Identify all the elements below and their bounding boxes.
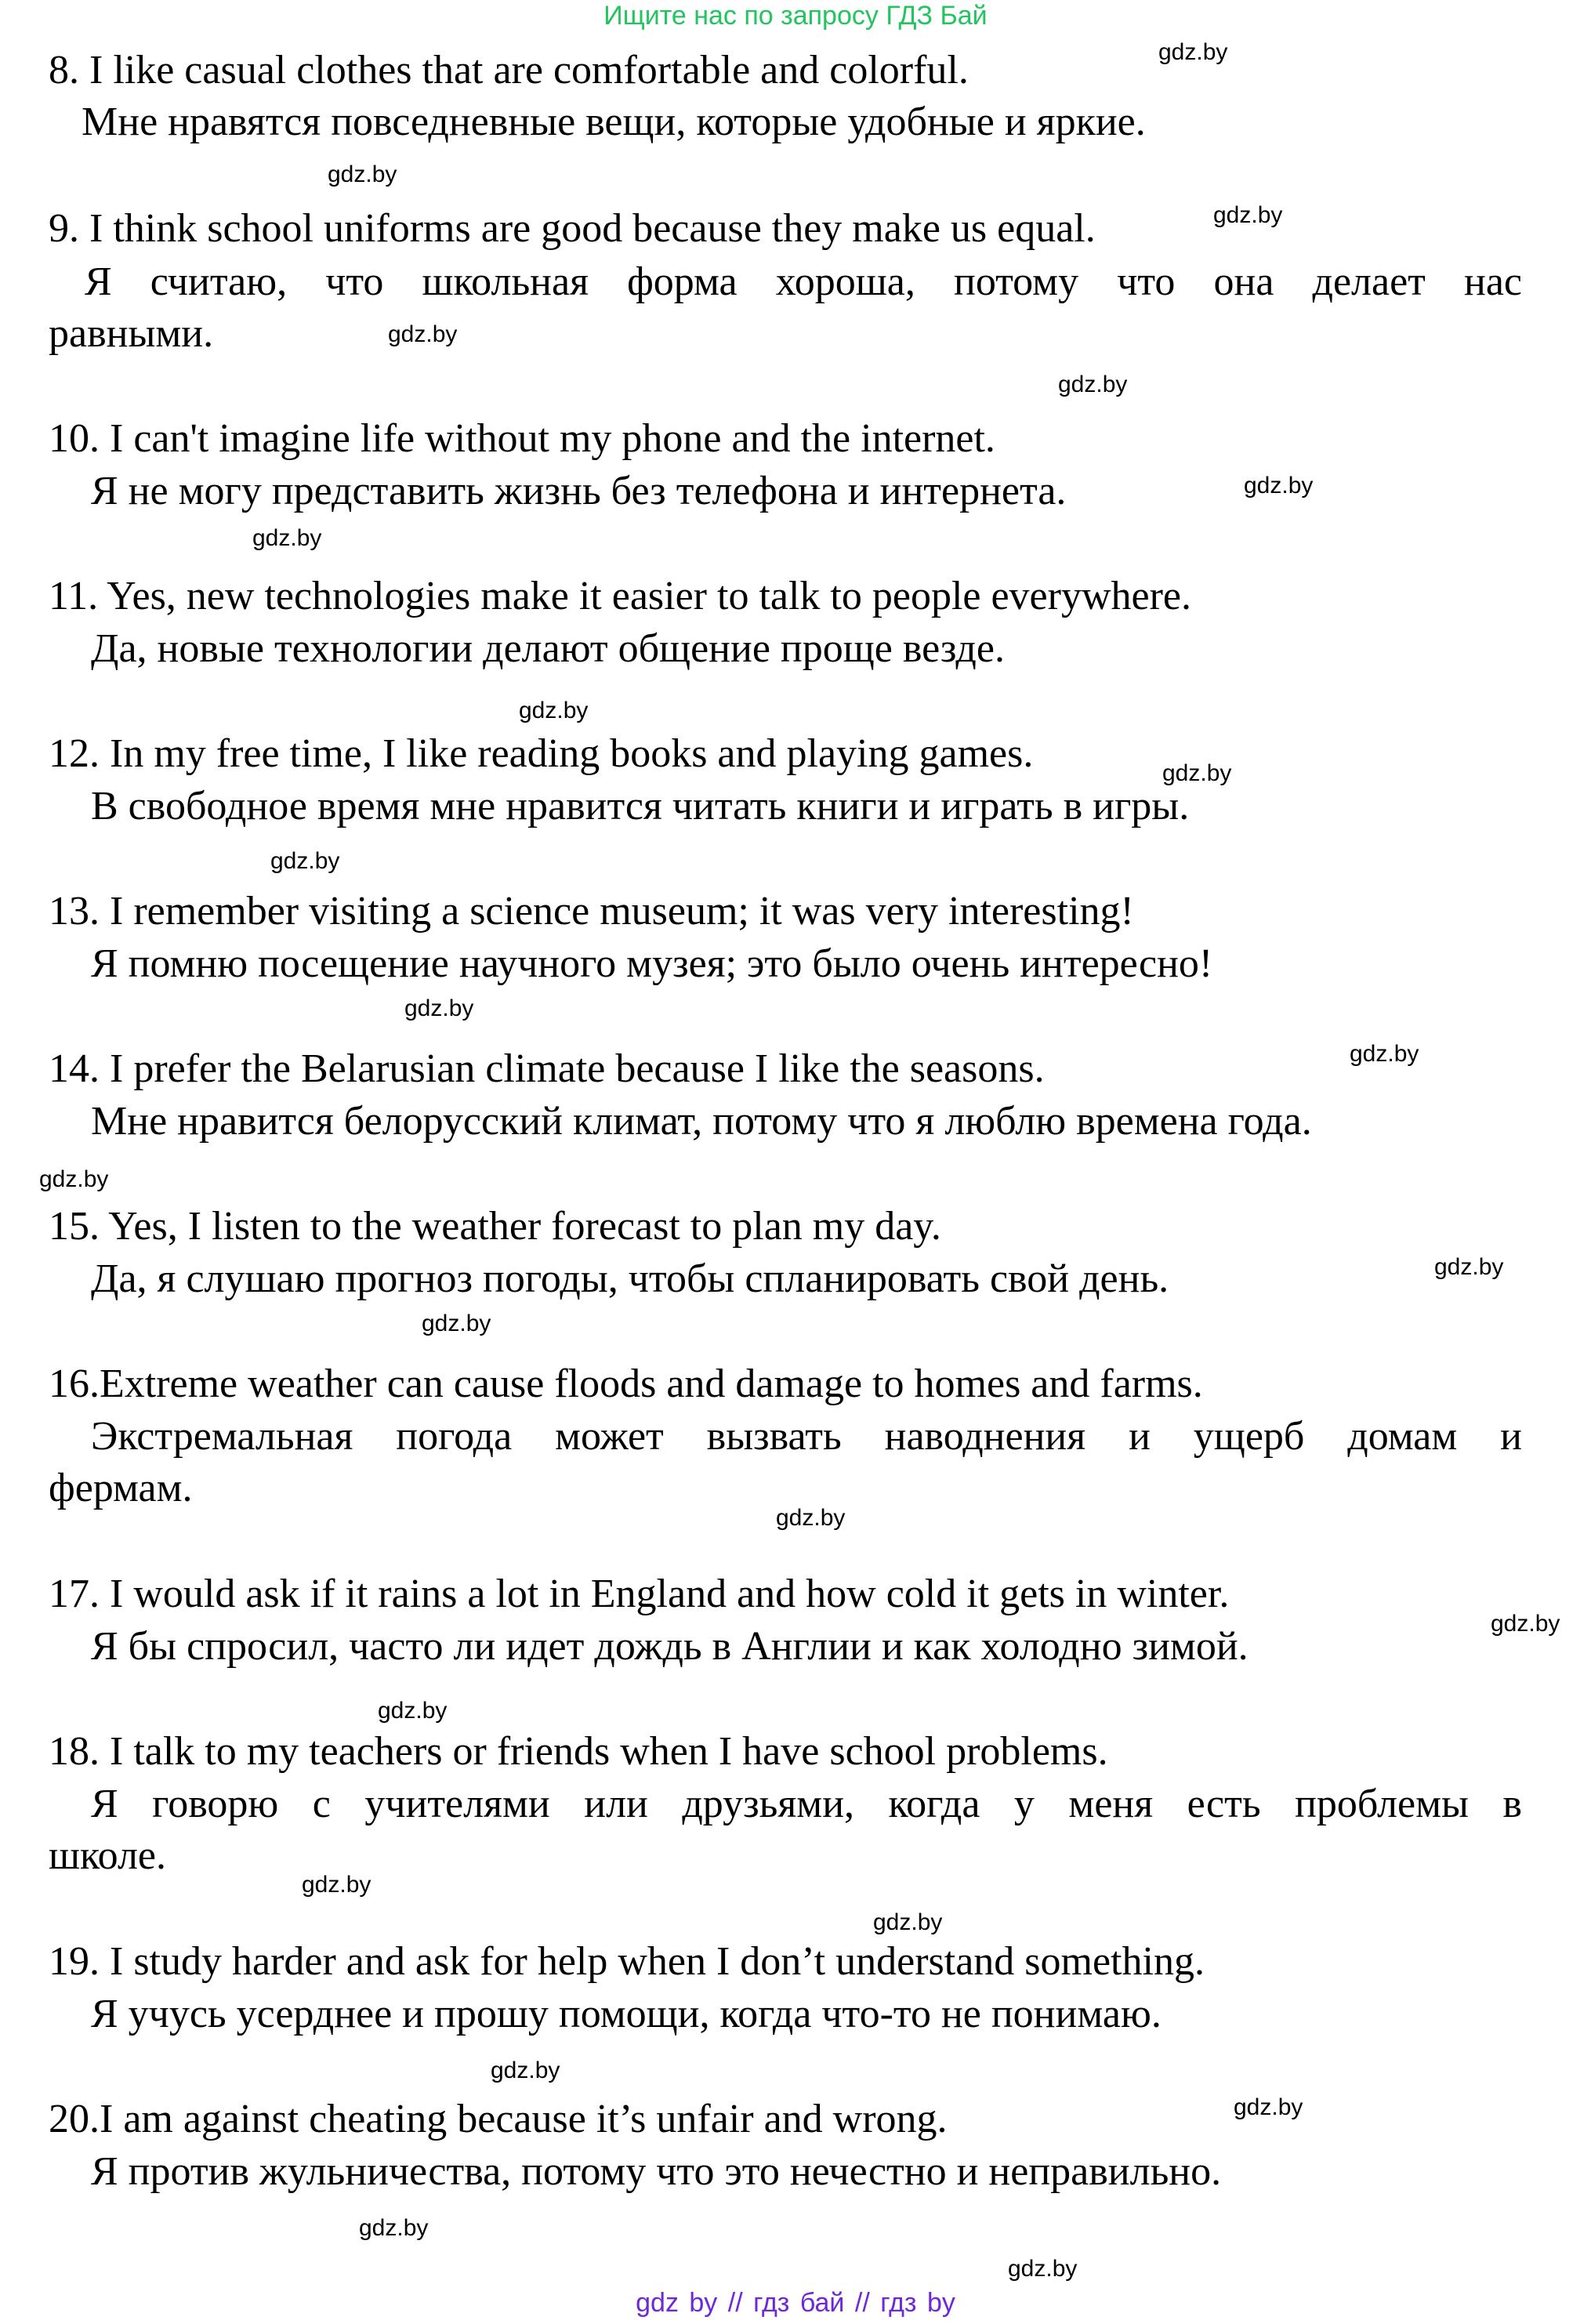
item-20-russian: Я против жульничества, потому что это нечестно и неправильно.: [91, 2149, 1222, 2194]
watermark: gdz.by: [328, 161, 397, 187]
item-10-english: 10. I can't imagine life without my phone and the internet.: [49, 416, 995, 461]
watermark: gdz.by: [873, 1909, 943, 1935]
watermark: gdz.by: [1491, 1611, 1560, 1637]
item-13-english: 13. I remember visiting a science museum; it was very interesting!: [49, 889, 1134, 934]
watermark: gdz.by: [1350, 1041, 1419, 1067]
item-14-russian: Мне нравится белорусский климат, потому что я люблю времена года.: [91, 1099, 1312, 1144]
item-14-english: 14. I prefer the Belarusian climate because I like the seasons.: [49, 1046, 1045, 1091]
item-19-russian: Я учусь усерднее и прошу помощи, когда что-то не понимаю.: [91, 1992, 1162, 2036]
watermark: gdz.by: [1162, 760, 1232, 786]
watermark: gdz.by: [404, 995, 474, 1021]
item-20-english: 20.I am against cheating because it’s unfair and wrong.: [49, 2097, 948, 2141]
watermark: gdz.by: [519, 698, 589, 723]
watermark: gdz.by: [1213, 202, 1283, 228]
item-18-russian-line2: школе.: [49, 1833, 167, 1878]
watermark: gdz.by: [378, 1698, 448, 1724]
watermark: gdz.by: [1434, 1254, 1504, 1280]
watermark: gdz.by: [359, 2215, 429, 2241]
watermark: gdz.by: [491, 2058, 560, 2083]
watermark: gdz.by: [422, 1311, 491, 1336]
watermark: gdz.by: [252, 525, 322, 551]
watermark: gdz.by: [1158, 39, 1228, 65]
item-10-russian: Я не могу представить жизнь без телефона и интернета.: [91, 469, 1067, 513]
item-11-russian: Да, новые технологии делают общение проще везде.: [91, 626, 1005, 671]
item-18-english: 18. I talk to my teachers or friends when I have school problems.: [49, 1729, 1108, 1774]
watermark: gdz.by: [270, 848, 340, 874]
item-8-russian: Мне нравятся повседневные вещи, которые удобные и яркие.: [82, 100, 1146, 144]
item-12-russian: В свободное время мне нравится читать книги и играть в игры.: [91, 784, 1190, 828]
item-15-english: 15. Yes, I listen to the weather forecast to plan my day.: [49, 1204, 941, 1249]
item-9-russian-line1: Я считаю, что школьная форма хороша, потому что она делает нас: [85, 259, 1522, 304]
watermark: gdz.by: [1244, 473, 1314, 499]
item-8-english: 8. I like casual clothes that are comfortable and colorful.: [49, 48, 969, 92]
item-17-english: 17. I would ask if it rains a lot in England and how cold it gets in winter.: [49, 1572, 1230, 1616]
item-9-english: 9. I think school uniforms are good because they make us equal.: [49, 206, 1096, 251]
watermark: gdz.by: [1058, 372, 1128, 397]
watermark: gdz.by: [776, 1505, 846, 1531]
watermark: gdz.by: [39, 1166, 109, 1192]
footer-watermark: gdz by // гдз бай // гдз by: [636, 2288, 955, 2318]
watermark: gdz.by: [388, 321, 458, 347]
item-11-english: 11. Yes, new technologies make it easier to talk to people everywhere.: [49, 574, 1191, 618]
item-16-russian-line2: фермам.: [49, 1466, 193, 1510]
watermark: gdz.by: [1234, 2094, 1303, 2120]
item-16-english: 16.Extreme weather can cause floods and damage to homes and farms.: [49, 1361, 1203, 1406]
item-16-russian-line1: Экстремальная погода может вызвать наводнения и ущерб домам и: [91, 1414, 1522, 1459]
item-15-russian: Да, я слушаю прогноз погоды, чтобы спланировать свой день.: [91, 1256, 1169, 1301]
item-18-russian-line1: Я говорю с учителями или друзьями, когда у меня есть проблемы в: [91, 1782, 1522, 1826]
item-13-russian: Я помню посещение научного музея; это было очень интересно!: [91, 941, 1213, 986]
watermark: gdz.by: [1008, 2256, 1078, 2282]
watermark: gdz.by: [302, 1872, 371, 1898]
item-9-russian-line2: равными.: [49, 311, 214, 356]
top-banner: Ищите нас по запросу ГДЗ Бай: [603, 1, 988, 31]
item-17-russian: Я бы спросил, часто ли идет дождь в Англии и как холодно зимой.: [91, 1624, 1249, 1669]
item-12-english: 12. In my free time, I like reading books and playing games.: [49, 731, 1034, 776]
item-19-english: 19. I study harder and ask for help when I don’t understand something.: [49, 1939, 1205, 1984]
